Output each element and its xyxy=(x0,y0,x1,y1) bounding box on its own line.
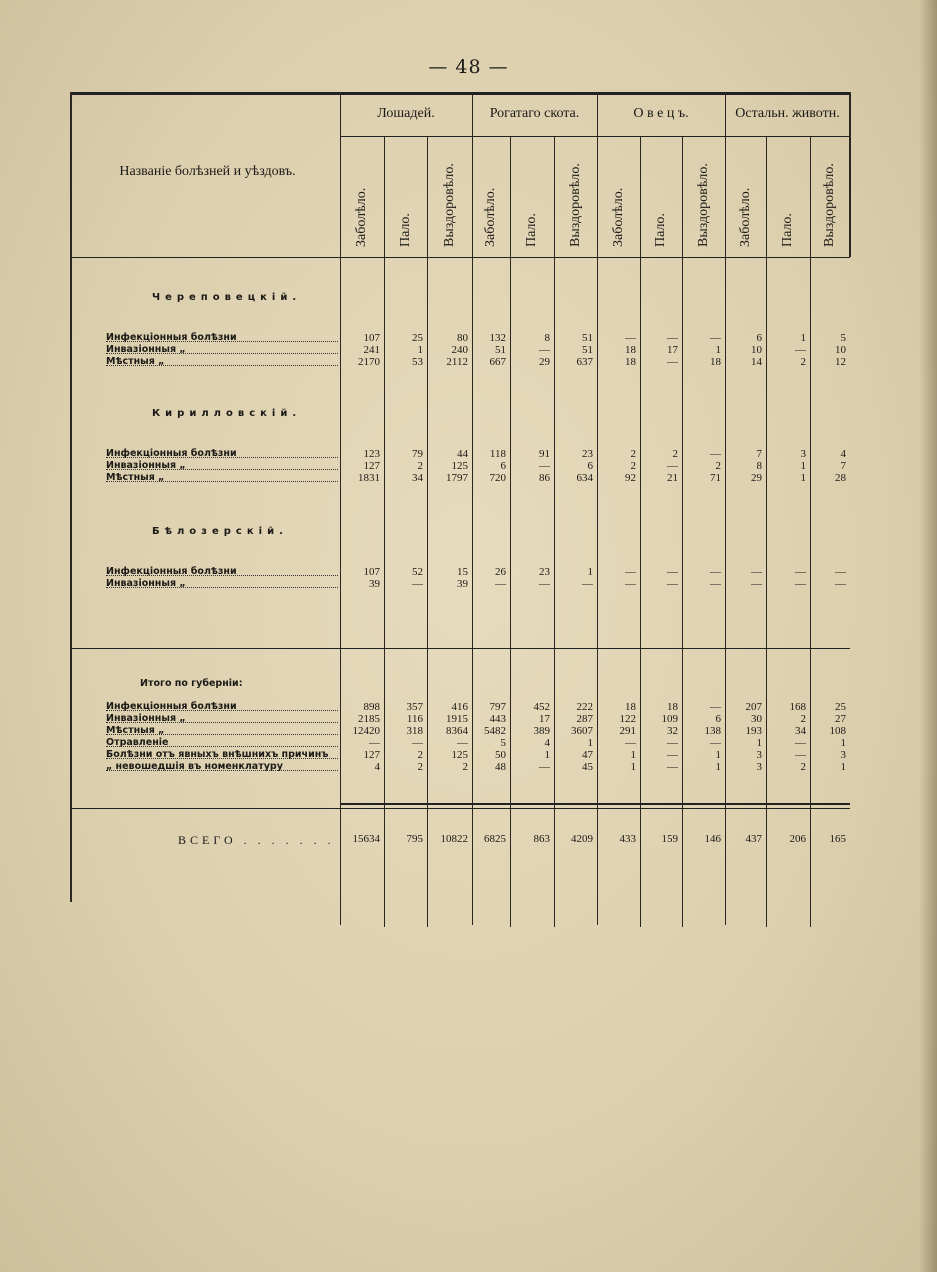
value-cell: 6 xyxy=(500,460,506,472)
value-cell: 1 xyxy=(800,460,806,472)
row-label-text: Отравленіе xyxy=(106,737,169,748)
subcolumn-heading: Пало. xyxy=(653,213,668,247)
value-cell: 2 xyxy=(800,761,806,773)
table-top-rule xyxy=(70,92,850,95)
value-cell: 18 xyxy=(667,701,678,713)
value-cell: 18 xyxy=(625,356,636,368)
value-cell: 6 xyxy=(756,332,762,344)
subcolumn-heading: Пало. xyxy=(397,213,413,247)
value-cell: 2 xyxy=(630,448,636,460)
value-cell: 1 xyxy=(715,344,721,356)
value-cell: — xyxy=(710,448,721,460)
value-cell: 39 xyxy=(457,578,468,590)
row-label xyxy=(106,761,338,773)
value-cell: 795 xyxy=(406,833,423,845)
value-cell: — xyxy=(539,578,550,590)
value-cell: 4209 xyxy=(571,833,593,845)
value-cell: 4 xyxy=(544,737,550,749)
value-cell: — xyxy=(625,737,636,749)
value-cell: 29 xyxy=(751,472,762,484)
row-label xyxy=(106,749,338,761)
value-cell: — xyxy=(751,578,762,590)
row-label xyxy=(106,344,338,356)
value-cell: 23 xyxy=(539,566,550,578)
row-label-text: Инфекціонныя болѣзни xyxy=(106,566,237,577)
value-cell: 92 xyxy=(625,472,636,484)
header-bottom-rule xyxy=(70,257,850,258)
value-cell: 51 xyxy=(495,344,506,356)
value-cell: 1 xyxy=(544,749,550,761)
value-cell: 109 xyxy=(661,713,678,725)
value-cell: — xyxy=(667,761,678,773)
group-divider xyxy=(725,95,726,925)
value-cell: 3 xyxy=(756,761,762,773)
value-cell: 34 xyxy=(412,472,423,484)
value-cell: 27 xyxy=(835,713,846,725)
value-cell: 17 xyxy=(667,344,678,356)
value-cell: 291 xyxy=(619,725,636,737)
value-cell: 25 xyxy=(835,701,846,713)
value-cell: 39 xyxy=(369,578,380,590)
value-cell: 26 xyxy=(495,566,506,578)
value-cell: 80 xyxy=(457,332,468,344)
value-cell: 2 xyxy=(672,448,678,460)
value-cell: — xyxy=(795,749,806,761)
page-edge-shadow xyxy=(919,0,937,1272)
value-cell: — xyxy=(625,566,636,578)
row-label-text: Мѣстныя „ xyxy=(106,356,165,367)
value-cell: — xyxy=(795,566,806,578)
value-cell: 91 xyxy=(539,448,550,460)
value-cell: 165 xyxy=(829,833,846,845)
row-label-text: Инвазіонныя „ xyxy=(106,578,186,589)
value-cell: 240 xyxy=(451,344,468,356)
value-cell: — xyxy=(495,578,506,590)
value-cell: 8 xyxy=(544,332,550,344)
value-cell: — xyxy=(625,332,636,344)
subcolumn-heading: Выздоровѣло. xyxy=(822,163,837,247)
value-cell: 667 xyxy=(489,356,506,368)
subcolumn-heading: Заболѣло. xyxy=(610,187,626,247)
value-cell: 10822 xyxy=(440,833,468,845)
value-cell: 1 xyxy=(630,749,636,761)
value-cell: 797 xyxy=(489,701,506,713)
value-cell: 18 xyxy=(625,701,636,713)
value-cell: 287 xyxy=(576,713,593,725)
value-cell: — xyxy=(751,566,762,578)
value-cell: 1 xyxy=(587,566,593,578)
value-cell: 206 xyxy=(789,833,806,845)
total-rule-lower xyxy=(70,808,850,809)
row-label-text: Инфекціонныя болѣзни xyxy=(106,448,237,459)
value-cell: 10 xyxy=(835,344,846,356)
subcolumn-heading: Выздоровѣло. xyxy=(567,163,583,247)
summary-separator-rule xyxy=(70,648,850,649)
row-label-text: Инфекціонныя болѣзни xyxy=(106,701,237,712)
value-cell: — xyxy=(835,578,846,590)
value-cell: 4 xyxy=(374,761,380,773)
value-cell: 6 xyxy=(587,460,593,472)
subcolumn-heading: Пало. xyxy=(524,213,539,247)
summary-heading: Итого по губерніи: xyxy=(140,678,243,689)
subcolumn-heading: Выздоровѣло. xyxy=(441,163,457,247)
value-cell: 357 xyxy=(406,701,423,713)
value-cell: 2170 xyxy=(358,356,380,368)
row-label-text: Инфекціонныя болѣзни xyxy=(106,332,237,343)
value-cell: 1 xyxy=(840,761,846,773)
value-cell: 2 xyxy=(715,460,721,472)
value-cell: 118 xyxy=(489,448,506,460)
value-cell: — xyxy=(667,578,678,590)
value-cell: — xyxy=(667,737,678,749)
value-cell: 18 xyxy=(625,344,636,356)
value-cell: 3 xyxy=(756,749,762,761)
value-cell: 720 xyxy=(489,472,506,484)
value-cell: 12420 xyxy=(352,725,380,737)
value-cell: 125 xyxy=(451,749,468,761)
value-cell: 50 xyxy=(495,749,506,761)
row-label xyxy=(106,713,338,725)
value-cell: 2 xyxy=(417,761,423,773)
value-cell: — xyxy=(457,737,468,749)
value-cell: — xyxy=(795,578,806,590)
district-heading: Кирилловскій. xyxy=(152,408,302,419)
value-cell: — xyxy=(710,701,721,713)
group-heading: О в е ц ъ. xyxy=(633,106,689,121)
value-cell: 29 xyxy=(539,356,550,368)
subcolumn-heading: Выздоровѣло. xyxy=(695,163,711,247)
value-cell: 2 xyxy=(630,460,636,472)
value-cell: 433 xyxy=(619,833,636,845)
value-cell: — xyxy=(667,460,678,472)
value-cell: 15 xyxy=(457,566,468,578)
value-cell: 138 xyxy=(704,725,721,737)
value-cell: — xyxy=(667,749,678,761)
value-cell: — xyxy=(710,566,721,578)
column-title: Названіе болѣзней и уѣздовъ. xyxy=(119,164,296,179)
value-cell: 7 xyxy=(840,460,846,472)
value-cell: 1 xyxy=(587,737,593,749)
district-heading: Череповецкій. xyxy=(152,292,302,303)
value-cell: 3 xyxy=(840,749,846,761)
subcolumn-heading: Заболѣло. xyxy=(737,187,753,247)
value-cell: 71 xyxy=(710,472,721,484)
value-cell: 4 xyxy=(840,448,846,460)
value-cell: 416 xyxy=(451,701,468,713)
value-cell: 25 xyxy=(412,332,423,344)
value-cell: 2 xyxy=(417,749,423,761)
row-label xyxy=(106,737,338,749)
row-label xyxy=(106,356,338,368)
group-divider xyxy=(340,95,341,925)
value-cell: 10 xyxy=(751,344,762,356)
value-cell: 122 xyxy=(619,713,636,725)
value-cell: 21 xyxy=(667,472,678,484)
value-cell: 107 xyxy=(363,332,380,344)
value-cell: 1 xyxy=(715,749,721,761)
row-label-text: Инвазіонныя „ xyxy=(106,344,186,355)
group-heading: Лошадей. xyxy=(377,106,435,121)
value-cell: 2 xyxy=(462,761,468,773)
value-cell: 5482 xyxy=(484,725,506,737)
value-cell: 14 xyxy=(751,356,762,368)
table-left-rule xyxy=(70,92,72,132)
value-cell: 2 xyxy=(800,713,806,725)
value-cell: 51 xyxy=(582,332,593,344)
row-label xyxy=(106,701,338,713)
district-heading: Бѣлозерскій. xyxy=(152,526,288,537)
row-label-text: Инвазіонныя „ xyxy=(106,713,186,724)
group-heading: Остальн. животн. xyxy=(735,106,840,121)
page-number: — 48 — xyxy=(428,56,509,78)
row-label xyxy=(106,472,338,484)
value-cell: 7 xyxy=(756,448,762,460)
subcolumn-heading: Заболѣло. xyxy=(354,187,369,247)
value-cell: 1831 xyxy=(358,472,380,484)
value-cell: — xyxy=(710,737,721,749)
value-cell: 8 xyxy=(756,460,762,472)
value-cell: 207 xyxy=(745,701,762,713)
value-cell: 127 xyxy=(363,749,380,761)
row-label-text: „ невошедшія въ номенклатуру xyxy=(106,761,283,772)
row-label-text: Болѣзни отъ явныхъ внѣшнихъ причинъ xyxy=(106,749,329,760)
value-cell: 18 xyxy=(710,356,721,368)
value-cell: 48 xyxy=(495,761,506,773)
value-cell: 44 xyxy=(457,448,468,460)
value-cell: — xyxy=(625,578,636,590)
value-cell: 5 xyxy=(500,737,506,749)
value-cell: 1797 xyxy=(446,472,468,484)
value-cell: 116 xyxy=(406,713,423,725)
row-label xyxy=(106,448,338,460)
value-cell: 318 xyxy=(406,725,423,737)
value-cell: 5 xyxy=(840,332,846,344)
value-cell: 1 xyxy=(756,737,762,749)
value-cell: 2 xyxy=(800,356,806,368)
value-cell: — xyxy=(539,761,550,773)
value-cell: 45 xyxy=(582,761,593,773)
value-cell: 389 xyxy=(533,725,550,737)
value-cell: — xyxy=(710,578,721,590)
value-cell: 127 xyxy=(363,460,380,472)
value-cell: 8364 xyxy=(446,725,468,737)
value-cell: 125 xyxy=(451,460,468,472)
row-label xyxy=(106,725,338,737)
value-cell: — xyxy=(710,332,721,344)
value-cell: 32 xyxy=(667,725,678,737)
statistics-table xyxy=(70,92,850,927)
value-cell: 1 xyxy=(630,761,636,773)
value-cell: 107 xyxy=(363,566,380,578)
value-cell: 47 xyxy=(582,749,593,761)
value-cell: 168 xyxy=(789,701,806,713)
value-cell: — xyxy=(582,578,593,590)
value-cell: 222 xyxy=(576,701,593,713)
value-cell: 1 xyxy=(800,332,806,344)
row-label-text: Мѣстныя „ xyxy=(106,472,165,483)
total-rule-upper xyxy=(340,803,850,805)
value-cell: 634 xyxy=(576,472,593,484)
value-cell: — xyxy=(667,566,678,578)
value-cell: 159 xyxy=(661,833,678,845)
value-cell: 241 xyxy=(363,344,380,356)
value-cell: — xyxy=(835,566,846,578)
group-divider xyxy=(597,95,598,925)
value-cell: 53 xyxy=(412,356,423,368)
value-cell: 146 xyxy=(704,833,721,845)
value-cell: 34 xyxy=(795,725,806,737)
value-cell: — xyxy=(795,344,806,356)
value-cell: 52 xyxy=(412,566,423,578)
row-label xyxy=(106,460,338,472)
value-cell: 898 xyxy=(363,701,380,713)
value-cell: 437 xyxy=(745,833,762,845)
value-cell: 1 xyxy=(417,344,423,356)
value-cell: 30 xyxy=(751,713,762,725)
value-cell: 1915 xyxy=(446,713,468,725)
value-cell: 1 xyxy=(715,761,721,773)
value-cell: 12 xyxy=(835,356,846,368)
value-cell: — xyxy=(539,460,550,472)
value-cell: 2 xyxy=(417,460,423,472)
value-cell: 51 xyxy=(582,344,593,356)
value-cell: — xyxy=(412,737,423,749)
row-label xyxy=(106,332,338,344)
value-cell: 452 xyxy=(533,701,550,713)
value-cell: 28 xyxy=(835,472,846,484)
total-label: ВСЕГО . . . . . . . xyxy=(178,833,335,847)
value-cell: 108 xyxy=(829,725,846,737)
row-label-text: Мѣстныя „ xyxy=(106,725,165,736)
value-cell: 132 xyxy=(489,332,506,344)
value-cell: — xyxy=(667,356,678,368)
value-cell: 863 xyxy=(533,833,550,845)
value-cell: 15634 xyxy=(352,833,380,845)
value-cell: 637 xyxy=(576,356,593,368)
value-cell: 6825 xyxy=(484,833,506,845)
value-cell: 443 xyxy=(489,713,506,725)
value-cell: 2112 xyxy=(446,356,468,368)
value-cell: 1 xyxy=(800,472,806,484)
value-cell: 1 xyxy=(840,737,846,749)
value-cell: 3607 xyxy=(571,725,593,737)
value-cell: 23 xyxy=(582,448,593,460)
subcolumn-heading: Заболѣло. xyxy=(483,187,498,247)
value-cell: — xyxy=(795,737,806,749)
value-cell: 6 xyxy=(715,713,721,725)
value-cell: 2185 xyxy=(358,713,380,725)
row-label xyxy=(106,578,338,590)
value-cell: 86 xyxy=(539,472,550,484)
subcolumn-heading: Пало. xyxy=(780,213,795,247)
value-cell: 17 xyxy=(539,713,550,725)
table-left-rule-lower xyxy=(70,132,72,902)
group-divider xyxy=(472,95,473,925)
value-cell: 123 xyxy=(363,448,380,460)
value-cell: — xyxy=(667,332,678,344)
value-cell: 193 xyxy=(745,725,762,737)
value-cell: 3 xyxy=(800,448,806,460)
group-heading: Рогатаго скота. xyxy=(489,106,580,121)
row-label-text: Инвазіонныя „ xyxy=(106,460,186,471)
value-cell: — xyxy=(412,578,423,590)
row-label xyxy=(106,566,338,578)
value-cell: 79 xyxy=(412,448,423,460)
value-cell: — xyxy=(369,737,380,749)
value-cell: — xyxy=(539,344,550,356)
